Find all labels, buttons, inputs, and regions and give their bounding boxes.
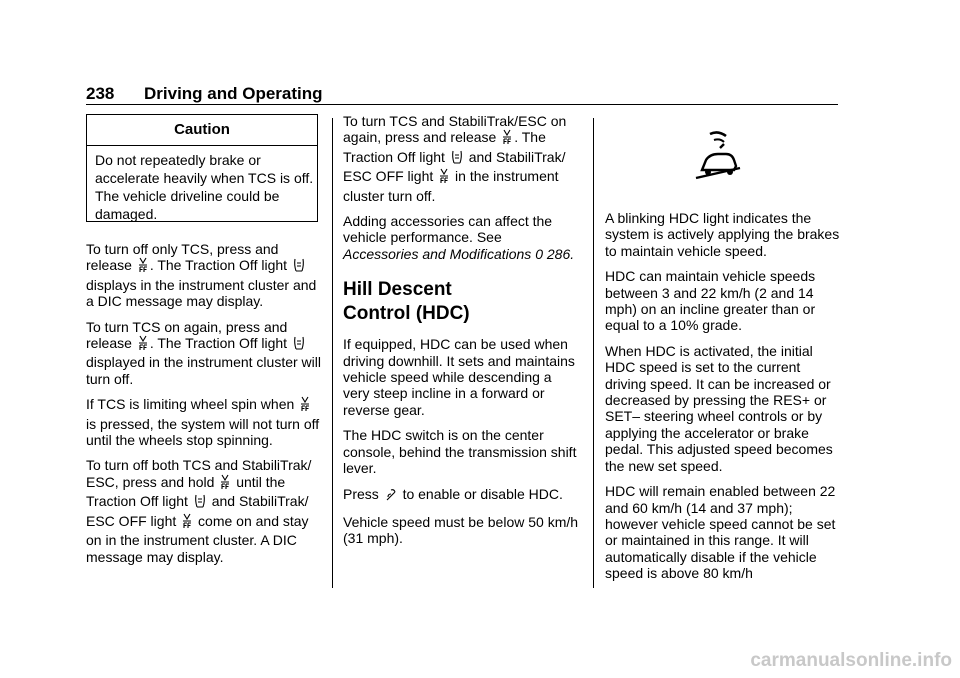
traction-off-icon: [293, 335, 305, 354]
paragraph: A blinking HDC light indicates the system is actively applying the brakes to maintain vehicle speed.: [605, 210, 840, 259]
paragraph: HDC will remain enabled between 22 and 60 km/h (14 and 37 mph); however vehicle speed cannot be set or maintained in this range. It will automatically disable if the vehicle speed is above 80 km/h: [605, 483, 836, 582]
paragraph: When HDC is activated, the initial HDC speed is set to the current driving speed. It can be increased or decreased by pressing the RES+ or SET– steering wheel controls or by applying the accelerator or brake pedal. This adjusted speed becomes the new set speed.: [605, 342, 833, 474]
cross-reference-link[interactable]: Accessories and Modifications: [343, 245, 532, 262]
paragraph: Vehicle speed must be below 50 km/h (31 mph).: [343, 513, 579, 547]
column-middle: [343, 113, 581, 556]
caution-body: Do not repeatedly brake or accelerate heavily when TCS is off. The vehicle driveline could be damaged.: [95, 152, 314, 222]
section-heading: Hill Descent Control (HDC): [343, 279, 470, 325]
esc-off-icon: [138, 257, 148, 276]
hill-descent-icon: [385, 488, 397, 505]
column-left: [86, 241, 322, 574]
esc-off-icon: [300, 396, 310, 415]
watermark: carmanualsonline.info: [750, 650, 952, 671]
paragraph: HDC can maintain vehicle speeds between 3 and 22 km/h (2 and 14 mph) on an incline greater than or equal to a 10% grade.: [605, 268, 816, 334]
caution-heading: Caution: [87, 115, 317, 146]
header-rule: [86, 104, 838, 105]
esc-off-icon: [138, 335, 148, 354]
esc-off-icon: [220, 474, 230, 493]
paragraph: Press to enable or disable HDC.: [343, 486, 581, 505]
page-title: Driving and Operating: [144, 84, 323, 103]
column-divider: [593, 118, 594, 588]
column-divider: [332, 118, 333, 588]
paragraph: To turn TCS and StabiliTrak/ESC on again, press and release . The Traction Off light and StabiliTrak/ ESC OFF light in the instrument cluster turn off.: [343, 113, 567, 204]
caution-box: [86, 114, 318, 222]
traction-off-icon: [451, 149, 463, 168]
column-right: [605, 210, 841, 591]
esc-off-icon: [182, 513, 192, 532]
paragraph: Adding accessories can affect the vehicle performance. See Accessories and Modifications 0 286.: [343, 213, 575, 262]
paragraph: To turn off both TCS and StabiliTrak/ ESC, press and hold until the Traction Off light and StabiliTrak/ ESC OFF light come on and stay on in the instrument cluster. A DIC message may display.: [86, 457, 312, 565]
esc-off-icon: [439, 168, 449, 187]
traction-off-icon: [194, 493, 206, 512]
paragraph: If equipped, HDC can be used when driving downhill. It sets and maintains vehicle speed while descending a very steep incline in a forward or reverse gear.: [343, 336, 575, 418]
traction-off-icon: [293, 257, 305, 276]
page-reference[interactable]: 0 286.: [535, 245, 575, 262]
page-number: 238: [86, 84, 115, 103]
paragraph: If TCS is limiting wheel spin when is pressed, the system will not turn off until the wheels stop spinning.: [86, 396, 320, 449]
paragraph: To turn TCS on again, press and release . The Traction Off light displayed in the instrument cluster will turn off.: [86, 318, 321, 387]
paragraph: The HDC switch is on the center console, behind the transmission shift lever.: [343, 427, 577, 477]
esc-off-icon: [502, 129, 512, 148]
page-header: [86, 84, 838, 106]
hill-descent-icon: [692, 130, 744, 182]
paragraph: To turn off only TCS, press and release . The Traction Off light displays in the instrument cluster and a DIC message may display.: [86, 241, 317, 310]
